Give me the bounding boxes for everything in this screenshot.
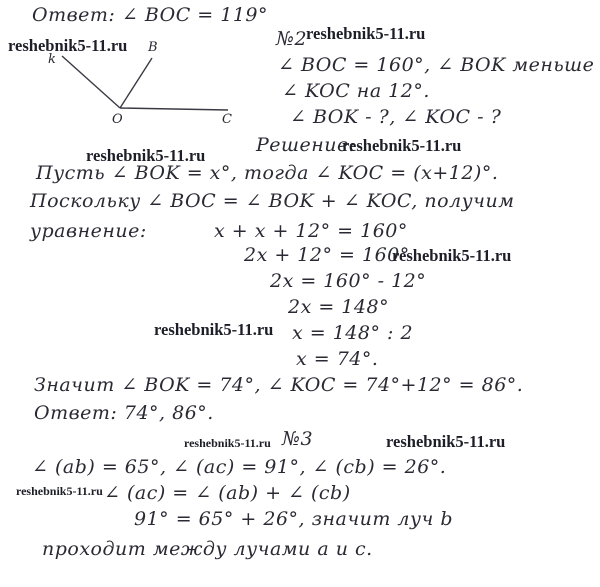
given-line-1: ∠ BOC = 160°, ∠ BOK меньше [278,54,595,76]
ray-ok [62,56,120,108]
equation-step-6: x = 74°. [296,348,379,370]
watermark: reshebnik5-11.ru [386,432,506,451]
equation-step-1: x + x + 12° = 160° [214,220,408,242]
ray-oc [120,108,228,110]
task3-sum: ∠ (ac) = ∠ (ab) + ∠ (cb) [104,482,351,504]
watermark: reshebnik5-11.ru [154,320,274,339]
sketch-label-c: C [222,112,232,127]
task2-number: №2 [276,28,308,50]
equation-step-5: x = 148° : 2 [292,322,414,344]
equation-step-3: 2x = 160° - 12° [270,270,427,292]
task3-number: №3 [282,428,314,450]
watermark: reshebnik5-11.ru [342,136,462,155]
sketch-label-o: O [112,112,123,127]
ray-ob [120,58,152,108]
find-line: ∠ BOK - ?, ∠ KOC - ? [290,106,502,128]
equation-step-2: 2x + 12° = 160° [244,244,410,266]
task3-conclusion-2: проходит между лучами a и c. [42,538,373,560]
watermark: reshebnik5-11.ru [16,484,103,498]
therefore-line: Значит ∠ BOK = 74°, ∠ KOC = 74°+12° = 86°. [34,374,524,396]
watermark: reshebnik5-11.ru [184,436,271,450]
answer-task1: Ответ: ∠ BOC = 119° [32,4,269,26]
let-line: Пусть ∠ BOK = x°, тогда ∠ KOC = (x+12)°. [36,162,499,184]
watermark: reshebnik5-11.ru [392,246,512,265]
watermark: reshebnik5-11.ru [8,36,128,55]
solution-title: Решение: [256,134,356,156]
watermark: reshebnik5-11.ru [86,146,206,165]
since-line: Поскольку ∠ BOC = ∠ BOK + ∠ KOC, получим [30,190,515,212]
equation-label: уравнение: [30,220,147,242]
given-line-2: ∠ KOC на 12°. [282,80,430,102]
task3-angles: ∠ (ab) = 65°, ∠ (ac) = 91°, ∠ (cb) = 26°. [32,456,447,478]
watermark: reshebnik5-11.ru [306,24,426,43]
task3-conclusion-1: 91° = 65° + 26°, значит луч b [134,508,454,530]
sketch-label-k: k [48,52,56,67]
sketch-label-b: B [148,40,158,55]
answer-task2: Ответ: 74°, 86°. [34,402,214,424]
equation-step-4: 2x = 148° [288,296,390,318]
